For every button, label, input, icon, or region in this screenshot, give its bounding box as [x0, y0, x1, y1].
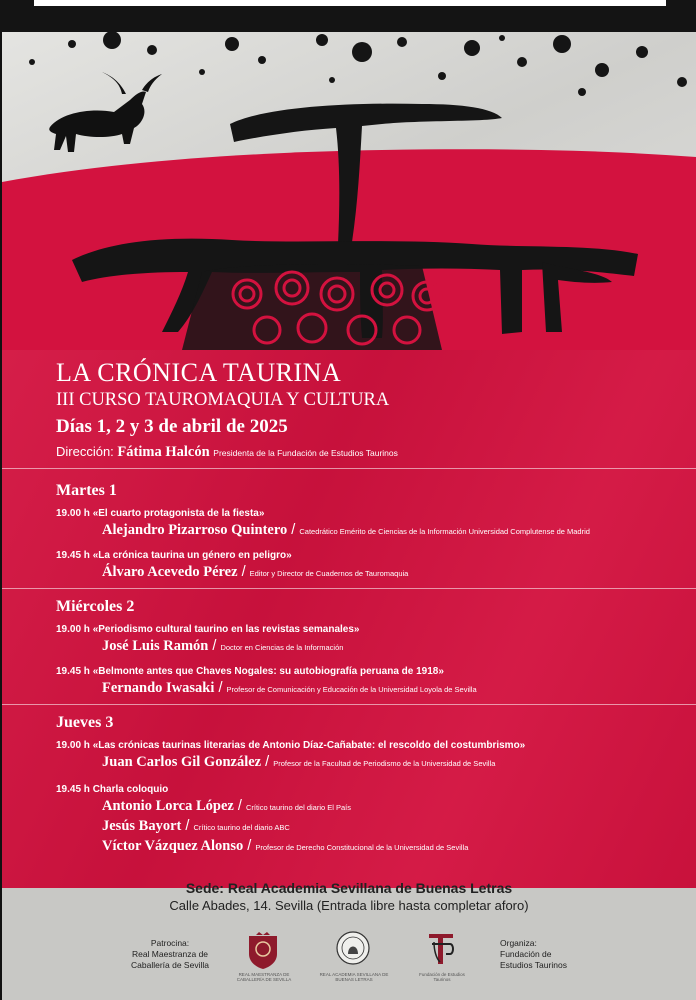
separator: /	[218, 680, 223, 696]
hero-artwork	[2, 32, 696, 350]
speaker-name: Víctor Vázquez Alonso	[102, 838, 244, 854]
speaker-role: Doctor en Ciencias de la Información	[220, 643, 344, 652]
day-heading: Martes 1	[56, 482, 117, 499]
fundacion-logo-icon	[426, 930, 456, 966]
speaker-role: Crítico taurino del diario El País	[245, 803, 352, 812]
speaker	[102, 754, 495, 771]
logo-caption: REAL MAESTRANZA DE CABALLERÍA DE SEVILLA	[236, 972, 292, 982]
talk-time: 19.00 h	[56, 508, 90, 519]
sponsor-line: Caballería de Sevilla	[131, 960, 209, 970]
speaker-role: Catedrático Emérito de Ciencias de la Información Universidad Complutense de Madrid	[299, 527, 590, 536]
event-dates: Días 1, 2 y 3 de abril de 2025	[56, 416, 288, 437]
talk-time: 19.45 h	[56, 550, 90, 561]
speaker	[102, 680, 477, 697]
direction-line	[56, 444, 398, 461]
talk-time: 19.00 h	[56, 740, 90, 751]
divider	[2, 588, 696, 589]
speaker-name: Juan Carlos Gil González	[102, 754, 262, 770]
speaker-name: José Luis Ramón	[102, 638, 209, 654]
speaker	[102, 838, 468, 855]
sponsor-label: Patrocina:	[150, 938, 190, 948]
talk-name: «Belmonte antes que Chaves Nogales: su autobiografía peruana de 1918»	[92, 666, 444, 677]
speaker-role: Editor y Director de Cuadernos de Tauromaquia	[249, 569, 409, 578]
speaker-name: Antonio Lorca López	[102, 798, 234, 814]
day-heading: Miércoles 2	[56, 598, 135, 615]
speaker	[102, 564, 408, 581]
separator: /	[241, 564, 246, 580]
separator: /	[212, 638, 217, 654]
organizer-line: Estudios Taurinos	[500, 960, 567, 970]
maestranza-logo-icon	[246, 932, 280, 970]
talk-title	[56, 740, 525, 751]
speaker	[102, 638, 343, 655]
talk-title	[56, 550, 292, 561]
talk-name: «Periodismo cultural taurino en las revistas semanales»	[92, 624, 360, 635]
speaker	[102, 798, 351, 815]
talk-name: «La crónica taurina un género en peligro»	[92, 550, 292, 561]
talk-title	[56, 508, 264, 519]
separator: /	[185, 818, 190, 834]
separator: /	[265, 754, 270, 770]
speaker-role: Profesor de Derecho Constitucional de la Universidad de Sevilla	[255, 843, 469, 852]
poster	[2, 32, 696, 1000]
talk-name: «Las crónicas taurinas literarias de Antonio Díaz-Cañabate: el rescoldo del costumbrismo»	[92, 740, 526, 751]
talk-title	[56, 784, 168, 795]
talk-title	[56, 666, 444, 677]
speaker-role: Profesor de Comunicación y Educación de la Universidad Loyola de Sevilla	[226, 685, 477, 694]
speaker-name: Álvaro Acevedo Pérez	[102, 564, 238, 580]
speaker-role: Profesor de la Facultad de Periodismo de la Universidad de Sevilla	[273, 759, 496, 768]
talk-name: Charla coloquio	[92, 784, 169, 795]
director-role: Presidenta de la Fundación de Estudios Taurinos	[213, 448, 398, 458]
divider	[2, 468, 696, 469]
talk-time: 19.45 h	[56, 784, 90, 795]
logo-caption: REAL ACADEMIA SEVILLANA DE BUENAS LETRAS	[319, 972, 389, 982]
speaker-name: Alejandro Pizarroso Quintero	[102, 522, 288, 538]
page-title: LA CRÓNICA TAURINA	[56, 358, 342, 387]
talk-time: 19.45 h	[56, 666, 90, 677]
speaker	[102, 818, 290, 835]
speaker-name: Jesús Bayort	[102, 818, 182, 834]
academia-seal-icon	[335, 930, 371, 968]
direction-label: Dirección:	[56, 444, 114, 459]
top-strip	[34, 0, 666, 6]
talk-time: 19.00 h	[56, 624, 90, 635]
sponsor-line: Real Maestranza de	[131, 949, 209, 959]
separator: /	[247, 838, 252, 854]
separator: /	[237, 798, 242, 814]
subtitle: III CURSO TAUROMAQUIA Y CULTURA	[56, 390, 390, 410]
sponsor-text	[120, 938, 220, 971]
divider	[2, 704, 696, 705]
speaker	[102, 522, 590, 539]
speaker-role: Crítico taurino del diario ABC	[193, 823, 290, 832]
speaker-name: Fernando Iwasaki	[102, 680, 215, 696]
venue-address: Calle Abades, 14. Sevilla (Entrada libre hasta completar aforo)	[169, 898, 529, 913]
talk-name: «El cuarto protagonista de la fiesta»	[92, 508, 265, 519]
talk-title	[56, 624, 360, 635]
separator: /	[291, 522, 296, 538]
status-bar	[0, 0, 696, 32]
organizer-text	[500, 938, 574, 971]
day-heading: Jueves 3	[56, 714, 114, 731]
organizer-line: Fundación de	[500, 949, 552, 959]
organizer-label: Organiza:	[500, 938, 537, 948]
venue: Sede: Real Academia Sevillana de Buenas Letras	[185, 880, 513, 896]
director-name: Fátima Halcón	[117, 444, 210, 460]
logo-caption: Fundación de Estudios Taurinos	[419, 972, 465, 982]
